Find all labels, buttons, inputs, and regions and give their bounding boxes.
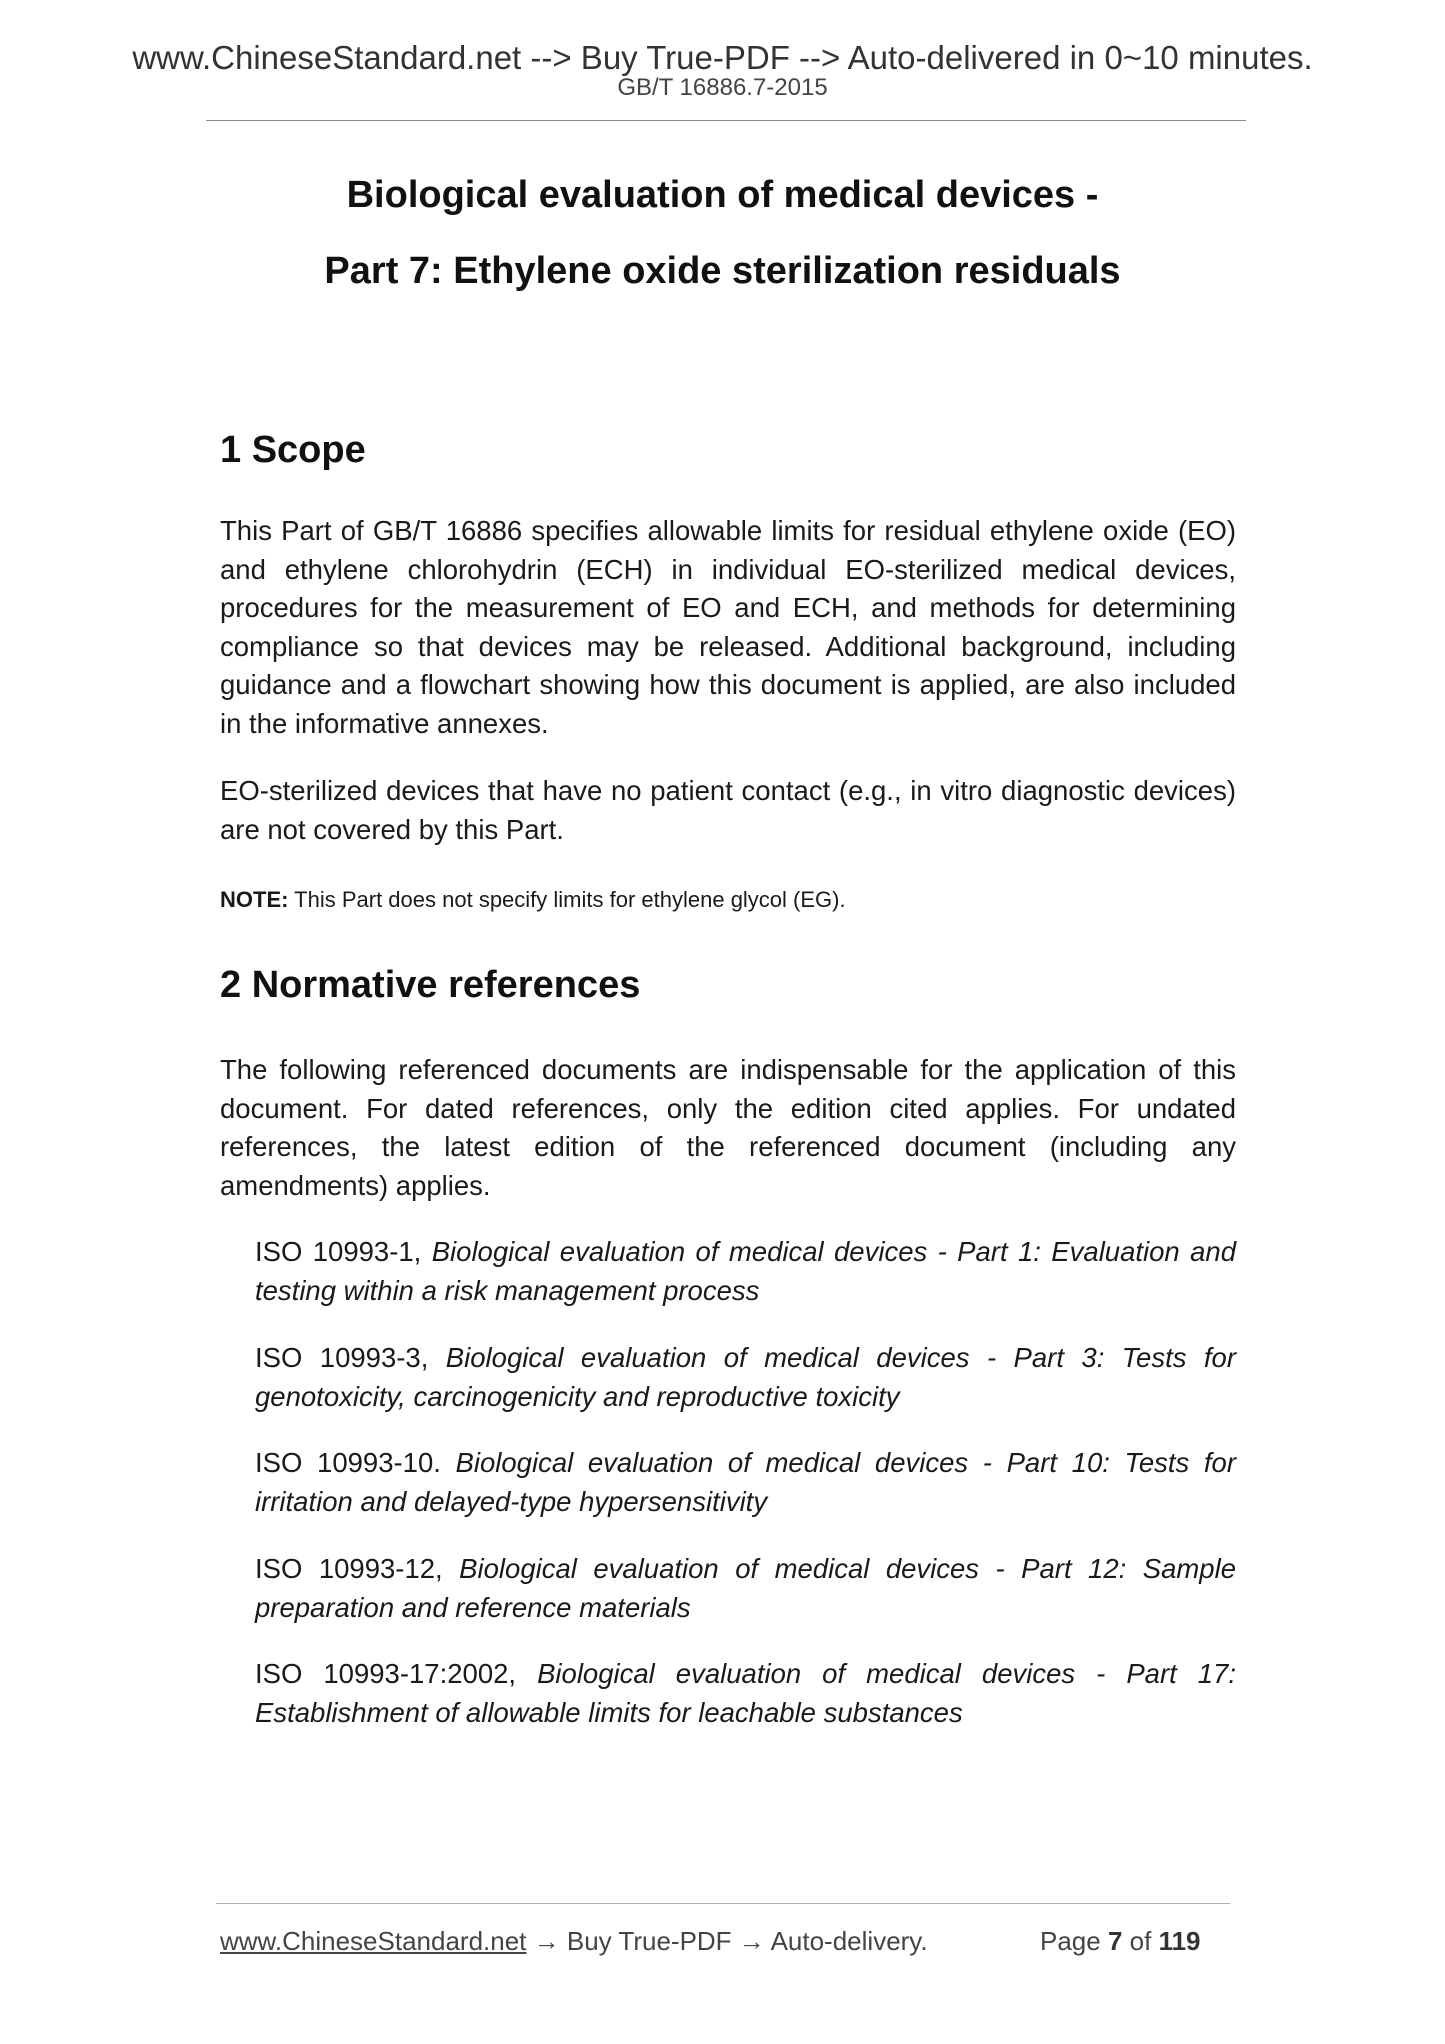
reference-title: Biological evaluation of medical devices - Part 17: Establishment of allowable limits for leachable substances — [255, 1658, 1236, 1728]
page-total: 119 — [1158, 1926, 1201, 1956]
footer-promo — [220, 1924, 928, 1958]
document-title-line-2: Part 7: Ethylene oxide sterilization residuals — [324, 250, 1121, 292]
document-title-line-1: Biological evaluation of medical devices - — [346, 174, 1099, 216]
footer-promo-text: → Buy True-PDF → Auto-delivery. — [526, 1926, 928, 1956]
reference-code: ISO 10993-1, — [255, 1236, 432, 1267]
note-text: This Part does not specify limits for ethylene glycol (EG). — [288, 887, 846, 912]
scope-paragraph-1: This Part of GB/T 16886 specifies allowable limits for residual ethylene oxide (EO) and ethylene chlorohydrin (ECH) in individual EO-sterilized medical devices, procedures for the measurement of EO and ECH, and methods for determining compliance so that devices may be released. Additional background, including guidance and a flowchart showing how this document is applied, are also included in the informative annexes. — [220, 515, 1236, 739]
reference-code: ISO 10993-3, — [255, 1342, 446, 1373]
section-heading-normative-references: 2 Normative references — [220, 964, 641, 1006]
footer-site-link[interactable]: www.ChineseStandard.net — [220, 1926, 527, 1956]
reference-item — [255, 1550, 1236, 1627]
document-id: GB/T 16886.7-2015 — [617, 74, 828, 101]
note-label: NOTE: — [220, 887, 289, 912]
promo-banner[interactable]: www.ChineseStandard.net --> Buy True-PDF --> Auto-delivered in 0~10 minutes. — [132, 39, 1313, 76]
reference-item — [255, 1339, 1236, 1416]
reference-item — [255, 1233, 1236, 1310]
reference-title: Biological evaluation of medical devices - Part 1: Evaluation and testing within a risk management process — [255, 1236, 1236, 1306]
footer-divider — [216, 1903, 1230, 1904]
page-number: 7 — [1107, 1926, 1123, 1956]
reference-code: ISO 10993-12, — [255, 1553, 460, 1584]
reference-code: ISO 10993-17:2002, — [255, 1658, 538, 1689]
reference-title: Biological evaluation of medical devices - Part 12: Sample preparation and reference materials — [255, 1553, 1236, 1623]
reference-code: ISO 10993-10. — [255, 1447, 456, 1478]
header-divider — [206, 120, 1246, 121]
reference-title: Biological evaluation of medical devices - Part 3: Tests for genotoxicity, carcinogenicity and reproductive toxicity — [255, 1342, 1237, 1412]
scope-paragraph-2: EO-sterilized devices that have no patient contact (e.g., in vitro diagnostic devices) are not covered by this Part. — [220, 775, 1236, 845]
scope-note — [220, 885, 1236, 915]
page-counter — [1040, 1924, 1230, 1958]
normative-intro-paragraph: The following referenced documents are indispensable for the application of this document. For dated references, only the edition cited applies. For undated references, the latest edition of the referenced document (including any amendments) applies. — [220, 1054, 1236, 1201]
reference-item — [255, 1655, 1236, 1732]
reference-item — [255, 1444, 1236, 1521]
page-label: Page — [1040, 1926, 1108, 1956]
reference-title: Biological evaluation of medical devices - Part 10: Tests for irritation and delayed-type hypersensitivity — [255, 1447, 1236, 1517]
of-label: of — [1122, 1926, 1159, 1956]
section-heading-scope: 1 Scope — [220, 429, 366, 471]
